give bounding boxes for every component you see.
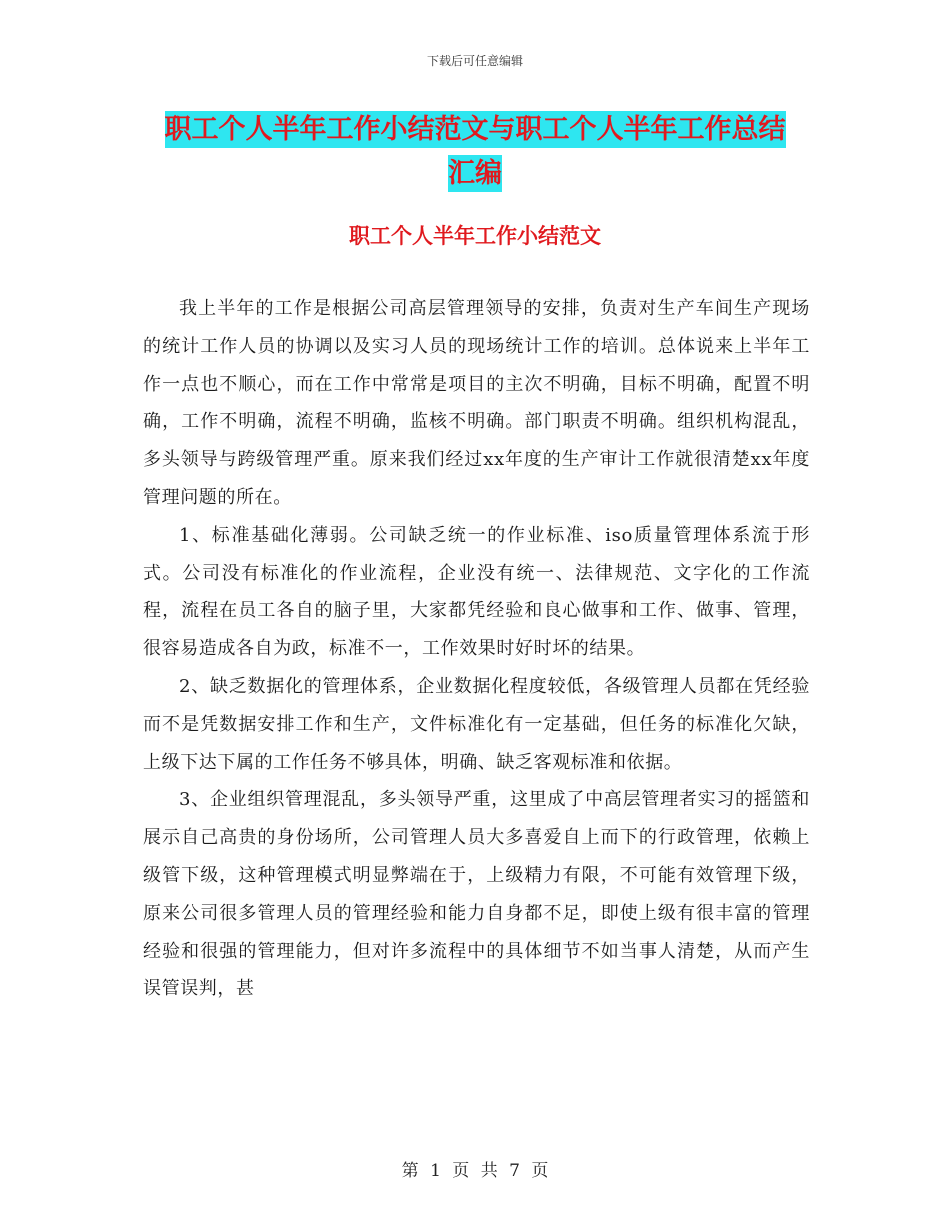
document-body [143,290,810,1008]
document-title-line2: 汇编 [448,155,502,192]
document-title [140,108,810,196]
paragraph: 3、企业组织管理混乱，多头领导严重，这里成了中高层管理者实习的摇篮和展示自己高贵的身份场所，公司管理人员大多喜爱自上而下的行政管理，依赖上级管下级，这种管理模式明显弊端在于，上级精力有限，不可能有效管理下级，原来公司很多管理人员的管理经验和能力自身都不足，即使上级有很丰富的管理经验和很强的管理能力，但对许多流程中的具体细节不如当事人清楚，从而产生误管误判，甚 [143,789,810,1000]
page-header-note: 下载后可任意编辑 [426,54,523,68]
document-title-line1: 职工个人半年工作小结范文与职工个人半年工作总结 [165,111,786,148]
page-number: 第 1 页 共 7 页 [401,1161,549,1181]
paragraph: 1、标准基础化薄弱。公司缺乏统一的作业标准、iso质量管理体系流于形式。公司没有标准化的作业流程，企业没有统一、法律规范、文字化的工作流程，流程在员工各自的脑子里，大家都凭经验和良心做事和工作、做事、管理，很容易造成各自为政，标准不一，工作效果时好时坏的结果。 [143,524,810,660]
paragraph: 我上半年的工作是根据公司高层管理领导的安排，负责对生产车间生产现场的统计工作人员的协调以及实习人员的现场统计工作的培训。总体说来上半年工作一点也不顺心，而在工作中常常是项目的主次不明确，目标不明确，配置不明确，工作不明确，流程不明确，监核不明确。部门职责不明确。组织机构混乱，多头领导与跨级管理严重。原来我们经过xx年度的生产审计工作就很清楚xx年度管理问题的所在。 [143,298,810,508]
section-title: 职工个人半年工作小结范文 [349,224,601,248]
paragraph: 2、缺乏数据化的管理体系，企业数据化程度较低，各级管理人员都在凭经验而不是凭数据安排工作和生产，文件标准化有一定基础，但任务的标准化欠缺，上级下达下属的工作任务不够具体，明确、缺乏客观标准和依据。 [143,675,810,773]
